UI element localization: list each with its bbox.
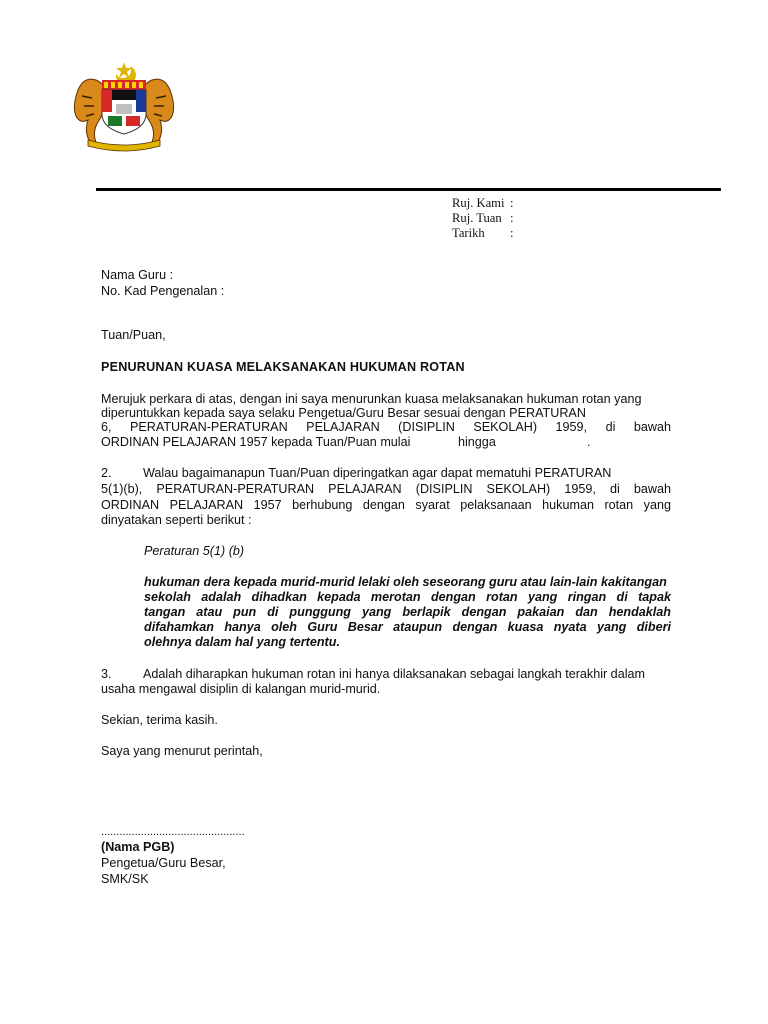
regulation-line2: sekolah adalah dihadkan kepada merotan dengan rotan yang ringan di tapak [144,590,671,604]
para3-line1: 3. Adalah diharapkan hukuman rotan ini hanya dilaksanakan sebagai langkah terakhir dalam [101,667,645,681]
regulation-line4: difahamkan hanya oleh Guru Besar ataupun dengan kuasa nyata yang diberi [144,620,671,634]
regulation-line5: olehnya dalam hal yang tertentu. [144,635,340,649]
regulation-line3: tangan atau pun di punggung yang berlapik dengan pakaian dan hendaklah [144,605,671,619]
teacher-name-label: Nama Guru : [101,268,174,282]
signature-line: ............................................... [101,826,245,838]
para1-line1: Merujuk perkara di atas, dengan ini saya menurunkan kuasa melaksanakan hukuman rotan yang [101,392,642,406]
para3-line2: usaha mengawal disiplin di kalangan murid-murid. [101,682,381,696]
signatory-position: Pengetua/Guru Besar, [101,856,226,870]
regulation-title: Peraturan 5(1) (b) [144,544,245,558]
ref-tuan: Ruj. Tuan : [452,211,514,225]
ic-number-label: No. Kad Pengenalan : [101,284,225,298]
ref-kami: Ruj. Kami : [452,196,514,210]
regulation-line1: hukuman dera kepada murid-murid lelaki oleh seseorang guru atau lain-lain kakitangan [144,575,667,589]
para2-line2: 5(1)(b), PERATURAN-PERATURAN PELAJARAN (DISIPLIN SEKOLAH) 1959, di bawah [101,482,671,496]
school-type: SMK/SK [101,872,149,886]
para1-line4: ORDINAN PELAJARAN 1957 kepada Tuan/Puan mulai hingga . [101,435,591,449]
header-rule [96,188,721,191]
ref-tarikh: Tarikh : [452,226,514,240]
yours-faithfully: Saya yang menurut perintah, [101,744,263,758]
para2-line3: ORDINAN PELAJARAN 1957 berhubung dengan syarat pelaksanaan hukuman rotan yang [101,498,671,512]
para1-line3: 6, PERATURAN-PERATURAN PELAJARAN (DISIPLIN SEKOLAH) 1959, di bawah [101,420,671,434]
salutation: Tuan/Puan, [101,328,166,342]
para1-line2: diperuntukkan kepada saya selaku Pengetua/Guru Besar sesuai dengan PERATURAN [101,406,586,420]
para2-line1: 2. Walau bagaimanapun Tuan/Puan diperingatkan agar dapat mematuhi PERATURAN [101,466,612,480]
para2-line4: dinyatakan seperti berikut : [101,513,252,527]
subject-heading: PENURUNAN KUASA MELAKSANAKAN HUKUMAN ROTAN [101,360,465,374]
closing-text: Sekian, terima kasih. [101,713,218,727]
malaysia-coat-of-arms-icon [72,60,176,152]
signatory-name: (Nama PGB) [101,840,175,854]
